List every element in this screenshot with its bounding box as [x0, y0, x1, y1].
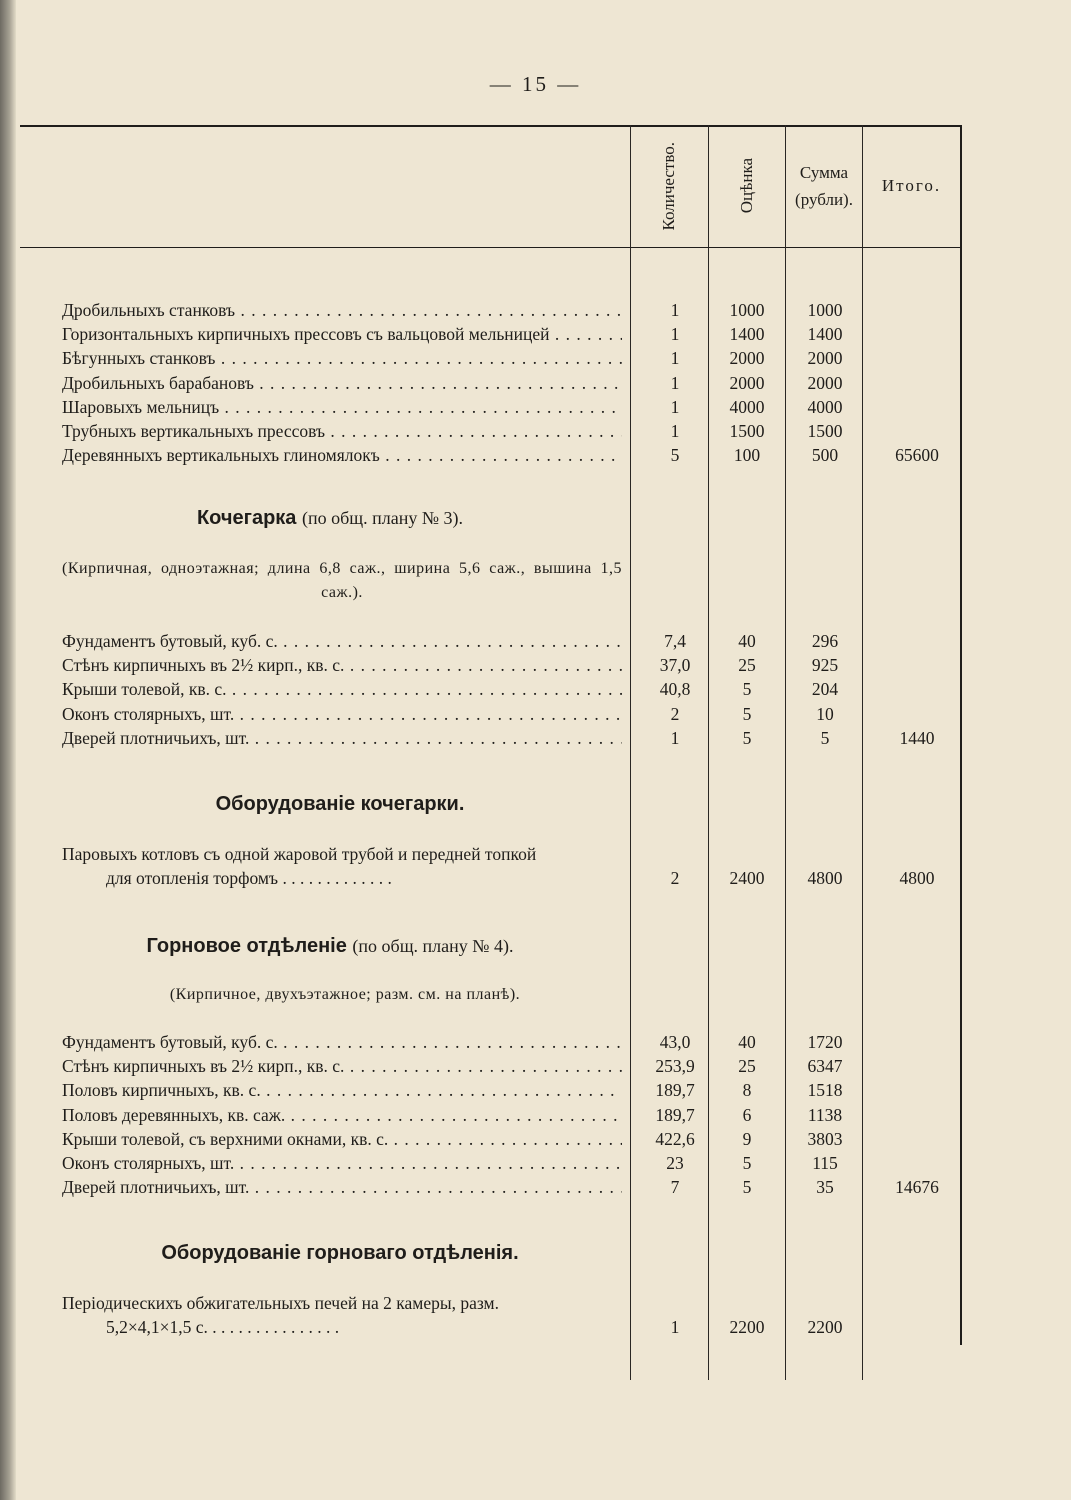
cell-description: Шаровыхъ мельницъ . . . — [62, 395, 622, 419]
cell-total: 1440 — [899, 727, 935, 748]
table-row — [62, 702, 962, 726]
cell-estimate: 2000 — [729, 372, 765, 393]
cell-sum: 115 — [812, 1153, 838, 1173]
cell-quantity: 189,7 — [655, 1080, 695, 1101]
cell-sum: 296 — [811, 631, 839, 651]
table-row — [62, 1103, 962, 1127]
table-row — [62, 1151, 962, 1175]
table-row — [62, 443, 962, 467]
cell-quantity: 7,4 — [664, 631, 686, 651]
cell-estimate: 5 — [742, 679, 752, 700]
cell-sum: 1500 — [807, 421, 843, 441]
cell-quantity: 1 — [670, 300, 680, 320]
cell-sum: 3803 — [807, 1128, 843, 1149]
table-row — [62, 1315, 962, 1339]
item-desc-line2: 5,2×4,1×1,5 с. . . . . . . . . . . . . . . . — [106, 1317, 340, 1337]
cell-sum: 35 — [816, 1177, 834, 1198]
cell-estimate: 5 — [742, 703, 752, 724]
cell-description: Деревянныхъ вертикальныхъ глиномялокъ . . . — [62, 443, 622, 467]
header-quantity-text: Количество. — [659, 141, 679, 231]
cell-description: Стѣнъ кирпичныхъ въ 2½ кирп., кв. с. . . . — [62, 653, 622, 677]
section-title-text: Горновое отдѣленіе — [146, 935, 347, 957]
cell-quantity: 422,6 — [655, 1128, 695, 1149]
cell-sum: 1000 — [807, 300, 843, 320]
header-total — [863, 125, 960, 247]
cell-description: Фундаментъ бутовый, куб. с. . . . — [62, 629, 622, 653]
cell-description: Трубныхъ вертикальныхъ прессовъ . . . — [62, 419, 622, 443]
cell-description: Стѣнъ кирпичныхъ въ 2½ кирп., кв. с. . . . — [62, 1054, 622, 1078]
cell-description: Половъ кирпичныхъ, кв. с. . . . — [62, 1078, 622, 1102]
cell-estimate: 25 — [738, 655, 756, 676]
cell-estimate: 2400 — [729, 868, 765, 888]
header-estimate — [709, 125, 785, 247]
table-row — [62, 1030, 962, 1054]
section-note: (Кирпичное, двухъэтажное; разм. см. на планѣ). — [169, 986, 521, 1003]
cell-sum: 1518 — [807, 1080, 843, 1101]
cell-estimate: 9 — [742, 1128, 752, 1149]
cell-estimate: 25 — [738, 1056, 756, 1077]
section-title-text: Кочегарка — [196, 507, 297, 529]
cell-estimate: 1400 — [729, 324, 765, 345]
table-row — [62, 395, 962, 419]
cell-quantity: 37,0 — [659, 655, 691, 676]
table-row — [62, 1078, 962, 1102]
cell-sum: 1720 — [807, 1032, 843, 1052]
cell-quantity: 40,8 — [659, 679, 691, 700]
header-total-text: Итого. — [881, 176, 942, 196]
cell-sum: 4000 — [807, 396, 843, 417]
cell-sum: 500 — [811, 445, 839, 466]
cell-estimate: 40 — [738, 631, 756, 651]
table-row — [62, 677, 962, 701]
cell-total: 4800 — [899, 868, 935, 888]
table-row — [62, 371, 962, 395]
cell-quantity: 5 — [670, 445, 680, 466]
cell-quantity: 1 — [670, 727, 680, 748]
table-header-rule — [20, 247, 962, 248]
cell-total: 65600 — [895, 445, 939, 466]
cell-description: Дверей плотничьихъ, шт. . . . — [62, 726, 622, 750]
item-desc-line1: Періодическихъ обжигательныхъ печей на 2 камеры, разм. — [62, 1293, 499, 1313]
cell-estimate: 5 — [742, 1177, 752, 1198]
cell-sum: 1138 — [807, 1104, 843, 1125]
section-title-kiln-department — [20, 935, 640, 958]
header-estimate-text: Оцѣнка — [737, 158, 757, 214]
cell-sum: 204 — [811, 679, 839, 700]
cell-quantity: 189,7 — [655, 1104, 695, 1125]
cell-quantity: 23 — [666, 1153, 684, 1173]
cell-quantity: 1 — [670, 324, 680, 345]
cell-description: Дверей плотничьихъ, шт. . . . — [62, 1175, 622, 1199]
section-title-kiln-equipment: Оборудованіе горноваго отдѣленія. — [161, 1242, 519, 1264]
section-note: (Кирпичная, одноэтажная; длина 6,8 саж., ширина 5,6 саж., вышина 1,5 саж.). — [62, 560, 622, 601]
cell-sum: 6347 — [807, 1056, 843, 1077]
cell-quantity: 1 — [670, 372, 680, 393]
cell-description: Бѣгунныхъ станковъ . . . — [62, 346, 622, 370]
item-desc-line1: Паровыхъ котловъ съ одной жаровой трубой и передней топкой — [62, 844, 537, 864]
cell-description: Оконъ столярныхъ, шт. . . . — [62, 702, 622, 726]
cell-quantity: 1 — [670, 396, 680, 417]
cell-quantity: 2 — [670, 703, 680, 724]
table-row — [62, 298, 962, 322]
section-plan-ref: (по общ. плану № 3). — [301, 508, 464, 528]
table-row — [62, 1175, 962, 1199]
cell-total: 14676 — [895, 1177, 939, 1198]
cell-description: Дробильныхъ барабановъ . . . — [62, 371, 622, 395]
cell-description: Половъ деревянныхъ, кв. саж. . . . — [62, 1103, 622, 1127]
cell-sum: 2200 — [807, 1317, 843, 1337]
cell-estimate: 1000 — [729, 300, 765, 320]
cell-description: Оконъ столярныхъ, шт. . . . — [62, 1151, 622, 1175]
cell-estimate: 2000 — [729, 348, 765, 369]
cell-estimate: 40 — [738, 1032, 756, 1052]
cell-sum: 2000 — [807, 372, 843, 393]
table-row — [62, 866, 962, 890]
table-row — [62, 726, 962, 750]
header-sum-line2: (рубли). — [795, 190, 853, 209]
cell-quantity: 1 — [670, 421, 680, 441]
table-row — [62, 1054, 962, 1078]
cell-estimate: 5 — [742, 727, 752, 748]
cell-estimate: 8 — [742, 1080, 752, 1101]
table-row — [62, 419, 962, 443]
cell-quantity: 1 — [670, 348, 680, 369]
item-desc-line2: для отопленія торфомъ . . . . . . . . . . . . . — [106, 868, 392, 888]
cell-quantity: 253,9 — [655, 1056, 695, 1077]
cell-sum: 1400 — [807, 324, 843, 345]
cell-sum: 10 — [816, 703, 834, 724]
cell-quantity: 43,0 — [659, 1032, 691, 1052]
cell-sum: 5 — [820, 727, 830, 748]
cell-description: Крыши толевой, кв. с. . . . — [62, 677, 622, 701]
cell-description: Крыши толевой, съ верхними окнами, кв. с. . . . — [62, 1127, 622, 1151]
section-title-boiler-equipment: Оборудованіе кочегарки. — [215, 793, 465, 815]
cell-quantity: 1 — [670, 1317, 680, 1337]
cell-description: Фундаментъ бутовый, куб. с. . . . — [62, 1030, 622, 1054]
section-title-boiler-room — [20, 507, 640, 530]
header-sum — [786, 125, 862, 247]
table-row — [62, 1127, 962, 1151]
cell-estimate: 2200 — [729, 1317, 765, 1337]
cell-estimate: 4000 — [729, 396, 765, 417]
page-number: — 15 — — [489, 72, 582, 96]
cell-quantity: 2 — [670, 868, 680, 888]
page-edge — [0, 0, 16, 1500]
cell-description: Горизонтальныхъ кирпичныхъ прессовъ съ вальцовой мельницей . . . — [62, 322, 622, 346]
cell-estimate: 5 — [742, 1153, 752, 1173]
table-row — [62, 629, 962, 653]
table-row — [62, 346, 962, 370]
cell-sum: 2000 — [807, 348, 843, 369]
cell-estimate: 100 — [733, 445, 761, 466]
table-row — [62, 653, 962, 677]
cell-quantity: 7 — [670, 1177, 680, 1198]
table-row — [62, 322, 962, 346]
cell-sum: 4800 — [807, 868, 843, 888]
cell-estimate: 1500 — [729, 421, 765, 441]
cell-estimate: 6 — [742, 1104, 752, 1125]
header-sum-line1: Сумма — [799, 162, 849, 182]
cell-sum: 925 — [811, 655, 839, 676]
section-plan-ref: (по общ. плану № 4). — [352, 936, 514, 956]
cell-description: Дробильныхъ станковъ . . . — [62, 298, 622, 322]
header-quantity — [631, 125, 707, 247]
